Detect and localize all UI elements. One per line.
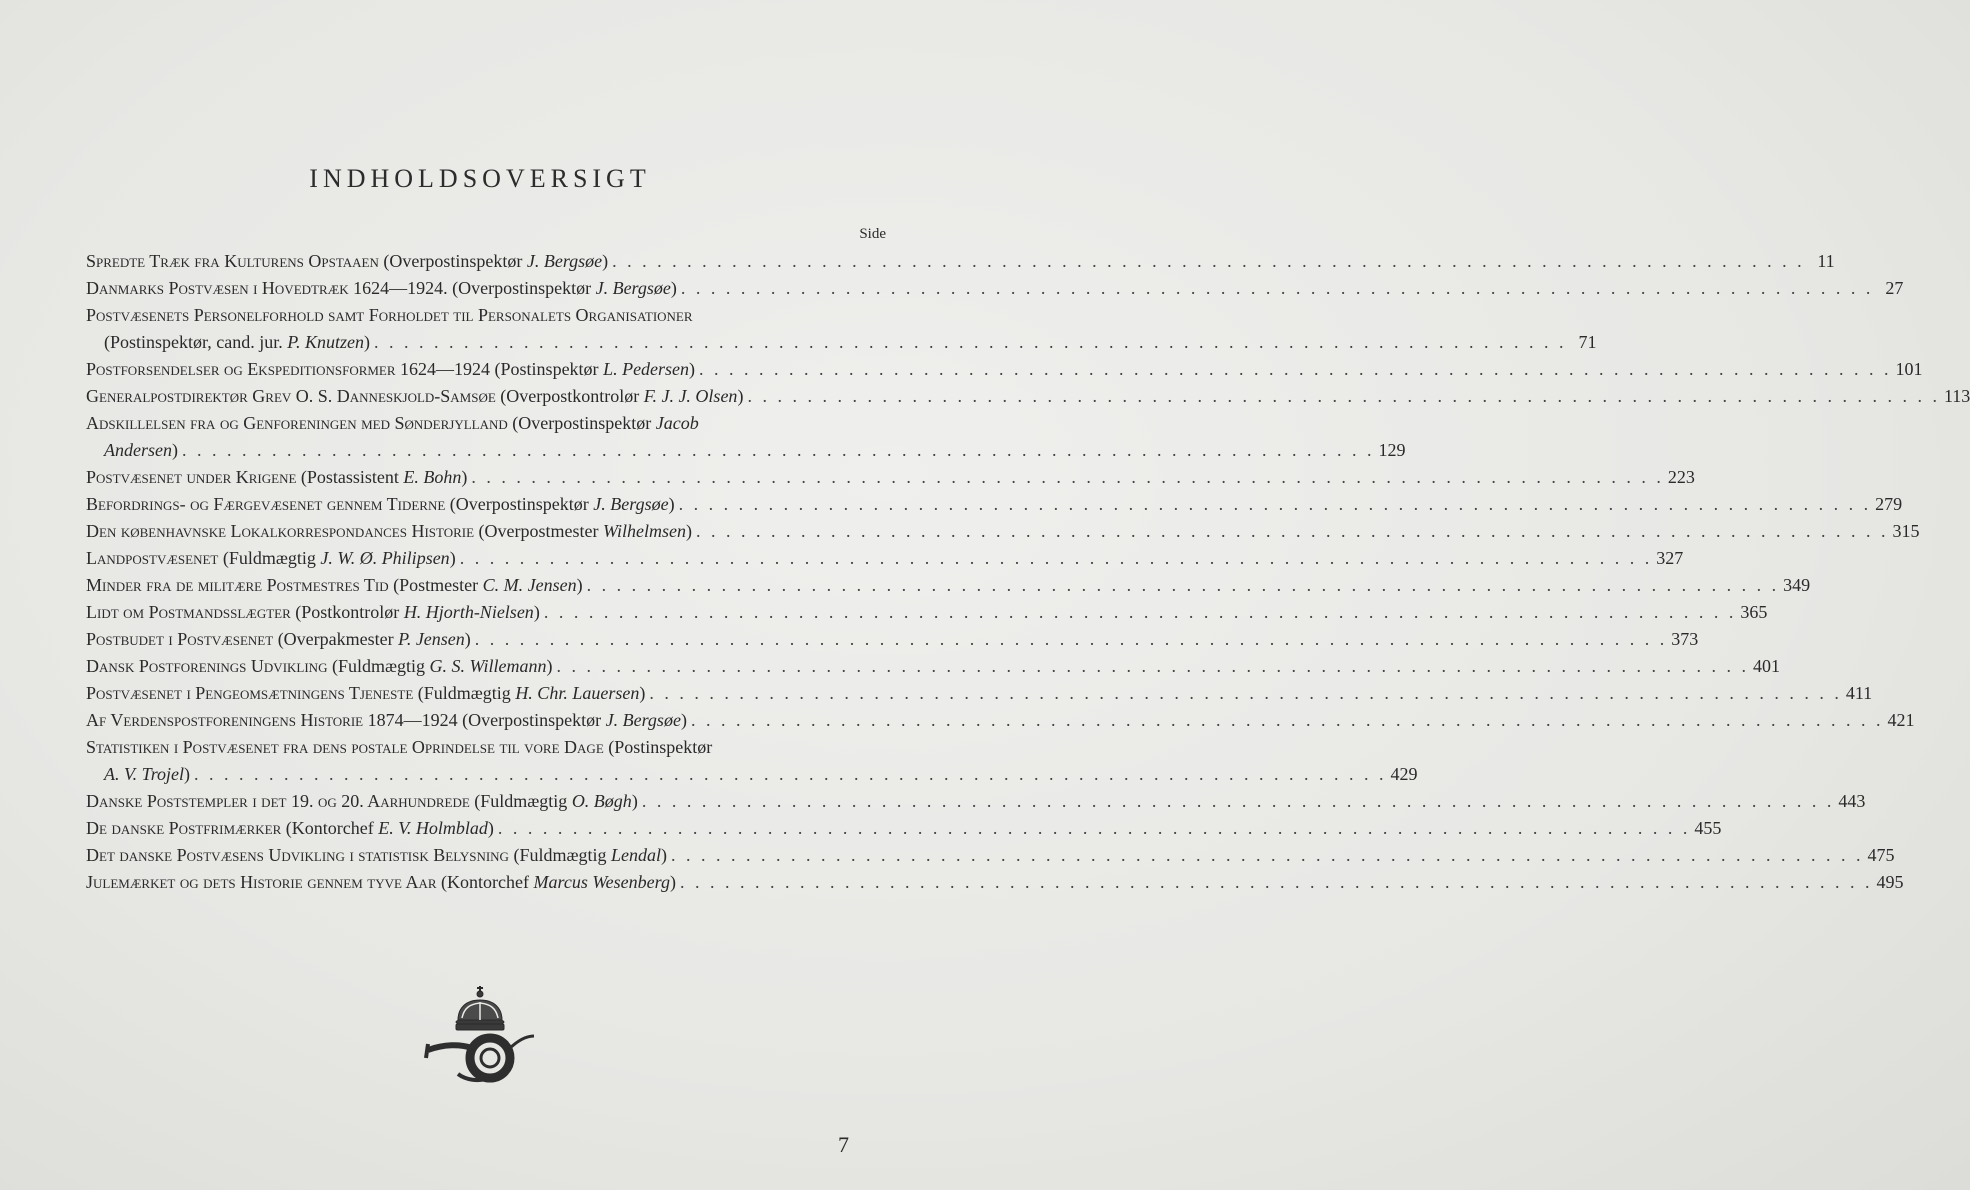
author-name: J. W. Ø. Philipsen <box>320 548 450 568</box>
crowned-posthorn-icon <box>422 978 538 1092</box>
toc-entry <box>86 572 1811 599</box>
chapter-title: Adskillelsen fra og Genforeningen med Sønderjylland <box>86 413 508 433</box>
toc-entry <box>86 383 1970 410</box>
chapter-title: Spredte Træk fra Kulturens Opstaaen <box>86 251 379 271</box>
toc-entry-line <box>86 464 1695 491</box>
chapter-title: Postvæsenets Personelforhold samt Forholdet til Personalets Organisationer <box>86 305 693 325</box>
entry-text-segment: (Fuldmægtig <box>218 548 321 568</box>
entry-text-segment: ) <box>602 251 609 271</box>
author-name: F. J. J. Olsen <box>643 386 738 406</box>
chapter-title: De danske Postfrimærker <box>86 818 282 838</box>
entry-text-segment: (Overpostmester <box>474 521 604 541</box>
page-reference: 113 <box>1943 386 1970 406</box>
toc-entry-text <box>86 248 608 275</box>
entry-text-segment: ) <box>680 710 687 730</box>
toc-entry <box>86 869 1904 896</box>
toc-entry <box>86 653 1780 680</box>
toc-entry <box>86 680 1873 707</box>
page-number: 7 <box>838 1132 849 1157</box>
author-name: J. Bergsøe <box>595 278 671 298</box>
toc-entry-text <box>86 302 693 329</box>
dot-leader: . . . . . . . . . . . . . . . . . . . . . . . . . . . . . . . . . . . . . . . . . . . . . . . . . . . . . . . . . . . . . . . . . . . . . . . . . . . . . . . . <box>586 575 1780 595</box>
entry-text-segment: ) <box>660 845 667 865</box>
toc-entry-line <box>86 329 1597 356</box>
entry-text-segment: (Overpostinspektør <box>378 251 527 271</box>
page-reference: 365 <box>1740 602 1768 622</box>
toc-entry <box>86 545 1684 572</box>
toc-entry-line <box>86 869 1904 896</box>
entry-text-segment: ) <box>639 683 646 703</box>
entry-text-segment: ) <box>533 602 540 622</box>
toc-entry-line <box>86 626 1699 653</box>
author-name: P. Knutzen <box>287 332 364 352</box>
entry-text-segment: ) <box>171 440 178 460</box>
dot-leader: . . . . . . . . . . . . . . . . . . . . . . . . . . . . . . . . . . . . . . . . . . . . . . . . . . . . . . . . . . . . . . . . . . . . . . . . . . . . . . . . <box>194 764 1387 784</box>
page-reference: 349 <box>1783 575 1811 595</box>
dot-leader: . . . . . . . . . . . . . . . . . . . . . . . . . . . . . . . . . . . . . . . . . . . . . . . . . . . . . . . . . . . . . . . . . . . . . . . . . . . . . . . . <box>543 602 1737 622</box>
toc-entry-line <box>86 248 1835 275</box>
toc-entry <box>86 248 1835 275</box>
chapter-title: Lidt om Postmandsslægter <box>86 602 291 622</box>
toc-entry-text <box>86 707 687 734</box>
page-reference: 429 <box>1390 764 1418 784</box>
toc-entry-line <box>86 356 1923 383</box>
entry-text-segment: (Postkontrolør <box>290 602 404 622</box>
entry-text-segment: ) <box>670 278 677 298</box>
page-reference: 495 <box>1876 872 1904 892</box>
entry-text-segment: ) <box>737 386 744 406</box>
entry-text-segment: ) <box>689 359 696 379</box>
page-reference: 315 <box>1892 521 1920 541</box>
toc-entry <box>86 275 1904 302</box>
chapter-title: Af Verdenspostforeningens Historie <box>86 710 364 730</box>
toc-entry <box>86 599 1768 626</box>
dot-leader: . . . . . . . . . . . . . . . . . . . . . . . . . . . . . . . . . . . . . . . . . . . . . . . . . . . . . . . . . . . . . . . . . . . . . . . . . . . . . . . . <box>670 845 1864 865</box>
dot-leader: . . . . . . . . . . . . . . . . . . . . . . . . . . . . . . . . . . . . . . . . . . . . . . . . . . . . . . . . . . . . . . . . . . . . . . . . . . . . . . . . <box>474 629 1668 649</box>
chapter-title: Befordrings- og Færgevæsenet gennem Tiderne <box>86 494 446 514</box>
entry-text-segment: (Postinspektør <box>603 737 713 757</box>
author-name: J. Bergsøe <box>526 251 603 271</box>
author-name: O. Bøgh <box>571 791 632 811</box>
entry-text-segment: ) <box>464 629 471 649</box>
chapter-title: Postforsendelser og Ekspeditionsformer <box>86 359 396 379</box>
author-name: G. S. Willemann <box>429 656 547 676</box>
toc-entry <box>86 815 1722 842</box>
chapter-title: Postbudet i Postvæsenet <box>86 629 274 649</box>
toc-entry-text <box>86 788 638 815</box>
page-reference: 411 <box>1845 683 1873 703</box>
entry-text-segment: ) <box>686 521 693 541</box>
entry-text-segment: (Fuldmægtig <box>413 683 516 703</box>
chapter-title: Danske Poststempler i det 19. og 20. Aarhundrede <box>86 791 470 811</box>
toc-entry-text <box>86 869 676 896</box>
side-column-label: Side <box>859 226 886 242</box>
page-reference: 27 <box>1885 278 1904 298</box>
entry-text-segment: 1874—1924 (Overpostinspektør <box>363 710 606 730</box>
entry-text-segment: (Overpakmester <box>273 629 399 649</box>
dot-leader: . . . . . . . . . . . . . . . . . . . . . . . . . . . . . . . . . . . . . . . . . . . . . . . . . . . . . . . . . . . . . . . . . . . . . . . . . . . . . . . . <box>649 683 1842 703</box>
toc-entry-line <box>86 518 1920 545</box>
toc-entry-line <box>86 761 1418 788</box>
toc-entry-line <box>86 545 1684 572</box>
toc-entry-text <box>86 734 712 761</box>
toc-entry-line <box>86 707 1915 734</box>
author-name: E. Bohn <box>403 467 462 487</box>
page-reference: 421 <box>1887 710 1915 730</box>
toc-entry-line <box>86 572 1811 599</box>
toc-entry-text <box>86 626 471 653</box>
author-name: A. V. Trojel <box>104 764 185 784</box>
page-reference: 101 <box>1895 359 1923 379</box>
toc-entry-text <box>86 410 699 437</box>
page-reference: 475 <box>1867 845 1895 865</box>
dot-leader: . . . . . . . . . . . . . . . . . . . . . . . . . . . . . . . . . . . . . . . . . . . . . . . . . . . . . . . . . . . . . . . . . . . . . . . . . . . . . . . . <box>556 656 1749 676</box>
dot-leader: . . . . . . . . . . . . . . . . . . . . . . . . . . . . . . . . . . . . . . . . . . . . . . . . . . . . . . . . . . . . . . . . . . . . . . . . . . . . . . . . <box>680 872 1873 892</box>
toc-entry-text <box>86 572 583 599</box>
author-name: Andersen <box>104 440 172 460</box>
toc-entry-text <box>86 545 456 572</box>
toc-entry-text <box>86 356 695 383</box>
chapter-title: Minder fra de militære Postmestres Tid <box>86 575 389 595</box>
chapter-title: Det danske Postvæsens Udvikling i statistisk Belysning <box>86 845 509 865</box>
entry-text-segment: ) <box>576 575 583 595</box>
toc-entry-text <box>86 383 743 410</box>
author-name: C. M. Jensen <box>482 575 577 595</box>
toc-entry-text <box>86 842 667 869</box>
dot-leader: . . . . . . . . . . . . . . . . . . . . . . . . . . . . . . . . . . . . . . . . . . . . . . . . . . . . . . . . . . . . . . . . . . . . . . . . . . . . . . . . <box>747 386 1940 406</box>
author-name: Wilhelmsen <box>603 521 687 541</box>
author-name: E. V. Holmblad <box>378 818 488 838</box>
toc-entry-line <box>86 383 1970 410</box>
entry-text-segment: ) <box>184 764 191 784</box>
toc-entry <box>86 734 1418 788</box>
toc-entry-line <box>86 599 1768 626</box>
toc-entry-text <box>86 653 552 680</box>
entry-text-segment: (Overpostinspektør <box>507 413 656 433</box>
toc-entry <box>86 356 1923 383</box>
toc-entry <box>86 842 1895 869</box>
toc-entry-line <box>86 437 1406 464</box>
dot-leader: . . . . . . . . . . . . . . . . . . . . . . . . . . . . . . . . . . . . . . . . . . . . . . . . . . . . . . . . . . . . . . . . . . . . . . . . . . . . . . . . <box>471 467 1664 487</box>
page-title: INDHOLDSOVERSIGT <box>309 164 651 193</box>
chapter-title: Postvæsenet under Krigene <box>86 467 297 487</box>
toc-entry <box>86 302 1597 356</box>
page-reference: 11 <box>1817 251 1835 271</box>
author-name: J. Bergsøe <box>605 710 681 730</box>
toc-entry-text <box>104 437 178 464</box>
author-name: J. Bergsøe <box>593 494 669 514</box>
entry-text-segment: ) <box>449 548 456 568</box>
author-name: H. Hjorth-Nielsen <box>403 602 534 622</box>
chapter-title: Dansk Postforenings Udvikling <box>86 656 328 676</box>
dot-leader: . . . . . . . . . . . . . . . . . . . . . . . . . . . . . . . . . . . . . . . . . . . . . . . . . . . . . . . . . . . . . . . . . . . . . . . . . . . . . . . . <box>459 548 1653 568</box>
page-reference: 443 <box>1838 791 1866 811</box>
toc-entry <box>86 491 1903 518</box>
entry-text-segment: (Kontorchef <box>436 872 534 892</box>
entry-text-segment: ) <box>363 332 370 352</box>
chapter-title: Landpostvæsenet <box>86 548 219 568</box>
toc-entry <box>86 410 1406 464</box>
chapter-title: Julemærket og dets Historie gennem tyve Aar <box>86 872 437 892</box>
dot-leader: . . . . . . . . . . . . . . . . . . . . . . . . . . . . . . . . . . . . . . . . . . . . . . . . . . . . . . . . . . . . . . . . . . . . . . . . . . . . . . . . <box>678 494 1872 514</box>
entry-text-segment: (Fuldmægtig <box>508 845 611 865</box>
toc-entry-text <box>86 491 675 518</box>
dot-leader: . . . . . . . . . . . . . . . . . . . . . . . . . . . . . . . . . . . . . . . . . . . . . . . . . . . . . . . . . . . . . . . . . . . . . . . . . . . . . . . . <box>699 359 1892 379</box>
toc-entry <box>86 626 1699 653</box>
dot-leader: . . . . . . . . . . . . . . . . . . . . . . . . . . . . . . . . . . . . . . . . . . . . . . . . . . . . . . . . . . . . . . . . . . . . . . . . . . . . . . . . <box>641 791 1835 811</box>
entry-text-segment: 1624—1924. (Overpostinspektør <box>348 278 596 298</box>
entry-text-segment: ) <box>670 872 676 892</box>
entry-text-segment: ) <box>668 494 675 514</box>
toc-entry <box>86 518 1920 545</box>
toc-entry-text <box>86 275 677 302</box>
chapter-title: Danmarks Postvæsen i Hovedtræk <box>86 278 349 298</box>
toc-entry <box>86 788 1866 815</box>
entry-text-segment: ) <box>546 656 553 676</box>
table-of-contents <box>86 248 1970 896</box>
author-name: H. Chr. Lauersen <box>515 683 640 703</box>
author-name: Lendal <box>610 845 661 865</box>
chapter-title: Statistiken i Postvæsenet fra dens postale Oprindelse til vore Dage <box>86 737 604 757</box>
entry-text-segment: (Overpostinspektør <box>445 494 594 514</box>
page-reference: 71 <box>1578 332 1597 352</box>
entry-text-segment: 1624—1924 (Postinspektør <box>395 359 604 379</box>
entry-text-segment: (Kontorchef <box>281 818 379 838</box>
toc-entry-line <box>86 842 1895 869</box>
toc-entry-line <box>86 815 1722 842</box>
entry-text-segment: (Postassistent <box>296 467 404 487</box>
toc-entry-line <box>86 788 1866 815</box>
entry-text-segment: (Fuldmægtig <box>327 656 430 676</box>
entry-text-segment: (Postinspektør, cand. jur. <box>104 332 288 352</box>
page-reference: 327 <box>1656 548 1684 568</box>
toc-entry <box>86 464 1695 491</box>
toc-entry-text <box>86 815 494 842</box>
toc-entry-text <box>86 518 692 545</box>
entry-text-segment: ) <box>631 791 638 811</box>
dot-leader: . . . . . . . . . . . . . . . . . . . . . . . . . . . . . . . . . . . . . . . . . . . . . . . . . . . . . . . . . . . . . . . . . . . . . . . . . . . . . . . . <box>373 332 1567 352</box>
page-reference: 401 <box>1752 656 1780 676</box>
chapter-title: Postvæsenet i Pengeomsætningens Tjeneste <box>86 683 414 703</box>
page-reference: 455 <box>1694 818 1722 838</box>
entry-text-segment: ) <box>461 467 468 487</box>
entry-text-segment: ) <box>487 818 494 838</box>
author-name: P. Jensen <box>398 629 465 649</box>
toc-entry-line <box>86 653 1780 680</box>
toc-entry-line <box>86 491 1903 518</box>
author-name: Jacob <box>655 413 699 433</box>
toc-entry-line <box>86 275 1904 302</box>
chapter-title: Generalpostdirektør Grev O. S. Danneskjold-Samsøe <box>86 386 496 406</box>
dot-leader: . . . . . . . . . . . . . . . . . . . . . . . . . . . . . . . . . . . . . . . . . . . . . . . . . . . . . . . . . . . . . . . . . . . . . . . . . . . . . . . . <box>690 710 1884 730</box>
dot-leader: . . . . . . . . . . . . . . . . . . . . . . . . . . . . . . . . . . . . . . . . . . . . . . . . . . . . . . . . . . . . . . . . . . . . . . . . . . . . . . . . <box>612 251 1805 271</box>
page-reference: 129 <box>1378 440 1406 460</box>
page-reference: 279 <box>1875 494 1903 514</box>
toc-entry-line <box>86 302 886 329</box>
dot-leader: . . . . . . . . . . . . . . . . . . . . . . . . . . . . . . . . . . . . . . . . . . . . . . . . . . . . . . . . . . . . . . . . . . . . . . . . . . . . . . . . <box>497 818 1691 838</box>
toc-entry-text <box>86 680 645 707</box>
entry-text-segment: (Fuldmægtig <box>469 791 572 811</box>
chapter-title: Den københavnske Lokalkorrespondances Historie <box>86 521 475 541</box>
author-name: Marcus Wesenberg <box>533 872 670 892</box>
dot-leader: . . . . . . . . . . . . . . . . . . . . . . . . . . . . . . . . . . . . . . . . . . . . . . . . . . . . . . . . . . . . . . . . . . . . . . . . . . . . . . . . <box>696 521 1889 541</box>
entry-text-segment: (Postmester <box>388 575 483 595</box>
toc-entry-text <box>104 761 190 788</box>
page-reference: 223 <box>1667 467 1695 487</box>
toc-entry-text <box>86 599 540 626</box>
toc-entry-text <box>86 464 467 491</box>
toc-entry <box>86 707 1915 734</box>
page-reference: 373 <box>1671 629 1699 649</box>
toc-entry-line <box>86 410 886 437</box>
toc-entry-text <box>104 329 370 356</box>
toc-entry-line <box>86 680 1873 707</box>
toc-entry-line <box>86 734 886 761</box>
dot-leader: . . . . . . . . . . . . . . . . . . . . . . . . . . . . . . . . . . . . . . . . . . . . . . . . . . . . . . . . . . . . . . . . . . . . . . . . . . . . . . . . <box>680 278 1874 298</box>
author-name: L. Pedersen <box>603 359 690 379</box>
dot-leader: . . . . . . . . . . . . . . . . . . . . . . . . . . . . . . . . . . . . . . . . . . . . . . . . . . . . . . . . . . . . . . . . . . . . . . . . . . . . . . . . <box>181 440 1375 460</box>
entry-text-segment: (Overpostkontrolør <box>495 386 644 406</box>
